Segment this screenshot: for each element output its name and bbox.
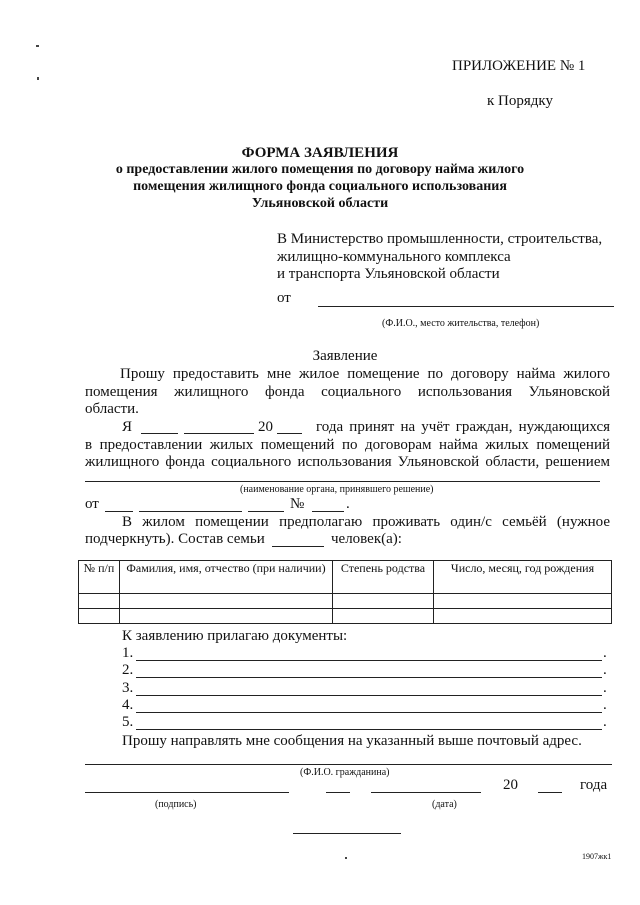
request-line-2: помещения жилищного фонда социального использования Ульяновской [85, 384, 610, 400]
registration-year-field[interactable] [277, 433, 302, 434]
residence-line-2-start: подчеркнуть). Состав семьи [85, 531, 265, 547]
signature-hint: (подпись) [155, 799, 197, 810]
family-size-field[interactable] [272, 546, 324, 547]
scan-speck [37, 77, 39, 80]
registration-line-3: жилищного фонда социального использования Ульяновской области, решением [85, 454, 610, 470]
signature-line[interactable] [85, 792, 289, 793]
table-cell[interactable] [333, 609, 434, 624]
registration-day-field[interactable] [141, 433, 178, 434]
document-code: 1907жк1 [582, 852, 612, 861]
table-row [79, 609, 612, 624]
appendix-label: ПРИЛОЖЕНИЕ № 1 [452, 58, 586, 74]
form-title: ФОРМА ЗАЯВЛЕНИЯ [241, 145, 399, 161]
document-line-end: . [603, 697, 607, 713]
table-header-row [79, 561, 612, 594]
document-line-end: . [603, 645, 607, 661]
document-line-1[interactable] [136, 660, 602, 661]
residence-line-1: В жилом помещении предполагаю проживать один/с семьёй (нужное [122, 514, 610, 530]
header-relationship: Степень родства [333, 561, 434, 594]
number-sign: № [290, 496, 305, 512]
document-number: 4. [122, 697, 134, 713]
document-line-3[interactable] [136, 695, 602, 696]
decision-from-label: от [85, 496, 99, 512]
scan-speck [36, 45, 39, 47]
send-messages-note: Прошу направлять мне сообщения на указанный выше почтовый адрес. [122, 733, 582, 749]
form-subtitle-line-2: помещения жилищного фонда социального использования [133, 179, 507, 194]
decision-number-field[interactable] [312, 511, 344, 512]
form-subtitle-line-3: Ульяновской области [251, 196, 389, 211]
date-year-word: года [580, 777, 608, 793]
registration-line-2: в предоставлении жилых помещений по договорам найма жилых помещений [85, 437, 610, 453]
document-line-4[interactable] [136, 712, 602, 713]
registration-line-1: года принят на учёт граждан, нуждающихся [316, 419, 610, 435]
request-line-1: Прошу предоставить мне жилое помещение по договору найма жилого [120, 366, 610, 382]
closing-separator [293, 833, 401, 834]
document-line-5[interactable] [136, 729, 602, 730]
from-label: от [277, 290, 291, 306]
table-cell[interactable] [79, 594, 120, 609]
addressee-line-2: жилищно-коммунального комплекса [277, 249, 511, 265]
table-cell[interactable] [120, 609, 333, 624]
form-subtitle-line-1: о предоставлении жилого помещения по договору найма жилого [115, 162, 525, 177]
table-cell[interactable] [333, 594, 434, 609]
document-line-end: . [603, 714, 607, 730]
document-line-2[interactable] [136, 677, 602, 678]
applicant-fill-line[interactable] [318, 306, 614, 307]
organ-fill-line[interactable] [85, 481, 600, 482]
addressee-line-1: В Министерство промышленности, строительства, [277, 231, 603, 247]
citizen-name-hint: (Ф.И.О. гражданина) [300, 767, 390, 778]
family-table [78, 560, 612, 624]
header-number: № п/п [79, 561, 120, 594]
date-year-prefix: 20 [503, 777, 518, 793]
document-line-end: . [603, 680, 607, 696]
registration-year-prefix: 20 [258, 419, 273, 435]
decision-year-field[interactable] [248, 511, 284, 512]
header-full-name: Фамилия, имя, отчество (при наличии) [120, 561, 333, 594]
organ-hint: (наименование органа, принявшего решение) [240, 484, 434, 495]
table-row [79, 594, 612, 609]
document-line-end: . [603, 662, 607, 678]
table-cell[interactable] [79, 609, 120, 624]
document-number: 5. [122, 714, 134, 730]
scan-speck [345, 857, 347, 859]
registration-month-field[interactable] [184, 433, 254, 434]
decision-end-dot: . [346, 496, 350, 512]
date-year-field[interactable] [538, 792, 562, 793]
citizen-name-line[interactable] [85, 764, 612, 765]
header-birth-date: Число, месяц, год рождения [434, 561, 612, 594]
date-month-field[interactable] [371, 792, 481, 793]
date-hint: (дата) [432, 799, 457, 810]
document-number: 2. [122, 662, 134, 678]
residence-line-2-end: человек(а): [331, 531, 402, 547]
table-cell[interactable] [434, 609, 612, 624]
order-reference: к Порядку [487, 93, 553, 109]
statement-heading: Заявление [312, 348, 378, 364]
document-number: 1. [122, 645, 134, 661]
applicant-hint: (Ф.И.О., место жительства, телефон) [382, 318, 540, 329]
decision-day-field[interactable] [105, 511, 133, 512]
documents-intro: К заявлению прилагаю документы: [122, 628, 348, 644]
decision-month-field[interactable] [139, 511, 242, 512]
table-cell[interactable] [434, 594, 612, 609]
registration-i: Я [122, 419, 133, 435]
table-cell[interactable] [120, 594, 333, 609]
addressee-line-3: и транспорта Ульяновской области [277, 266, 500, 282]
request-line-3: области. [85, 401, 139, 417]
date-day-field[interactable] [326, 792, 350, 793]
document-number: 3. [122, 680, 134, 696]
